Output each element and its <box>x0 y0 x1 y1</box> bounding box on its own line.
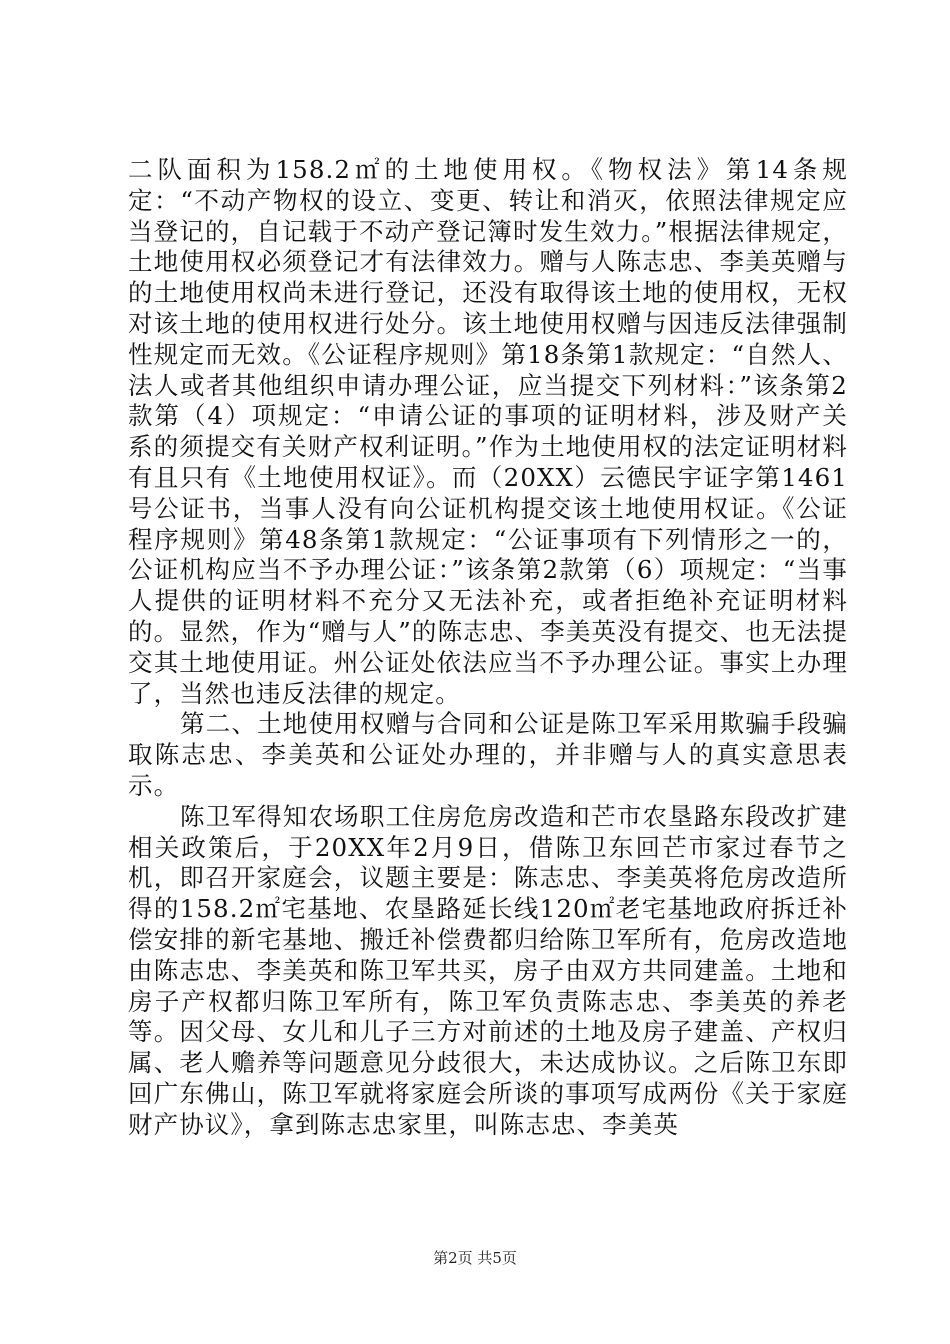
paragraph-3: 陈卫军得知农场职工住房危房改造和芒市农垦路东段改扩建相关政策后，于20XX年2月9日，借陈卫东回芒市家过春节之机，即召开家庭会，议题主要是：陈志忠、李美英将危房改造所得的158.2㎡宅基地、农垦路延长线120㎡老宅基地政府拆迁补偿安排的新宅基地、搬迁补偿费都归给陈卫军所有，危房改造地由陈志忠、李美英和陈卫军共买，房子由双方共同建盖。土地和房子产权都归陈卫军所有，陈卫军负责陈志忠、李美英的养老等。因父母、女儿和儿子三方对前述的土地及房子建盖、产权归属、老人赡养等问题意见分歧很大，未达成协议。之后陈卫东即回广东佛山，陈卫军就将家庭会所谈的事项写成两份《关于家庭财产协议》，拿到陈志忠家里，叫陈志忠、李美英 <box>128 801 848 1139</box>
paragraph-1: 二队面积为158.2㎡的土地使用权。《物权法》第14条规定：“不动产物权的设立、变更、转让和消灭，依照法律规定应当登记的，自记载于不动产登记簿时发生效力。”根据法律规定，土地使用权必须登记才有法律效力。赠与人陈志忠、李美英赠与的土地使用权尚未进行登记，还没有取得该土地的使用权，无权对该土地的使用权进行处分。该土地使用权赠与因违反法律强制性规定而无效。《公证程序规则》第18条第1款规定：“自然人、法人或者其他组织申请办理公证，应当提交下列材料：”该条第2款第（4）项规定：“申请公证的事项的证明材料，涉及财产关系的须提交有关财产权利证明。”作为土地使用权的法定证明材料有且只有《土地使用权证》。而（20XX）云德民宇证字第1461号公证书，当事人没有向公证机构提交该土地使用权证。《公证程序规则》第48条第1款规定：“公证事项有下列情形之一的，公证机构应当不予办理公证：”该条第2款第（6）项规定：“当事人提供的证明材料不充分又无法补充，或者拒绝补充证明材料的。显然，作为“赠与人”的陈志忠、李美英没有提交、也无法提交其土地使用证。州公证处依法应当不予办理公证。事实上办理了，当然也违反法律的规定。 <box>128 155 848 708</box>
paragraph-2: 第二、土地使用权赠与合同和公证是陈卫军采用欺骗手段骗取陈志忠、李美英和公证处办理的，并非赠与人的真实意思表示。 <box>128 709 848 800</box>
page-number-label: 第2页 共5页 <box>433 1249 517 1267</box>
page-footer <box>0 1247 950 1268</box>
document-body <box>128 155 848 1141</box>
